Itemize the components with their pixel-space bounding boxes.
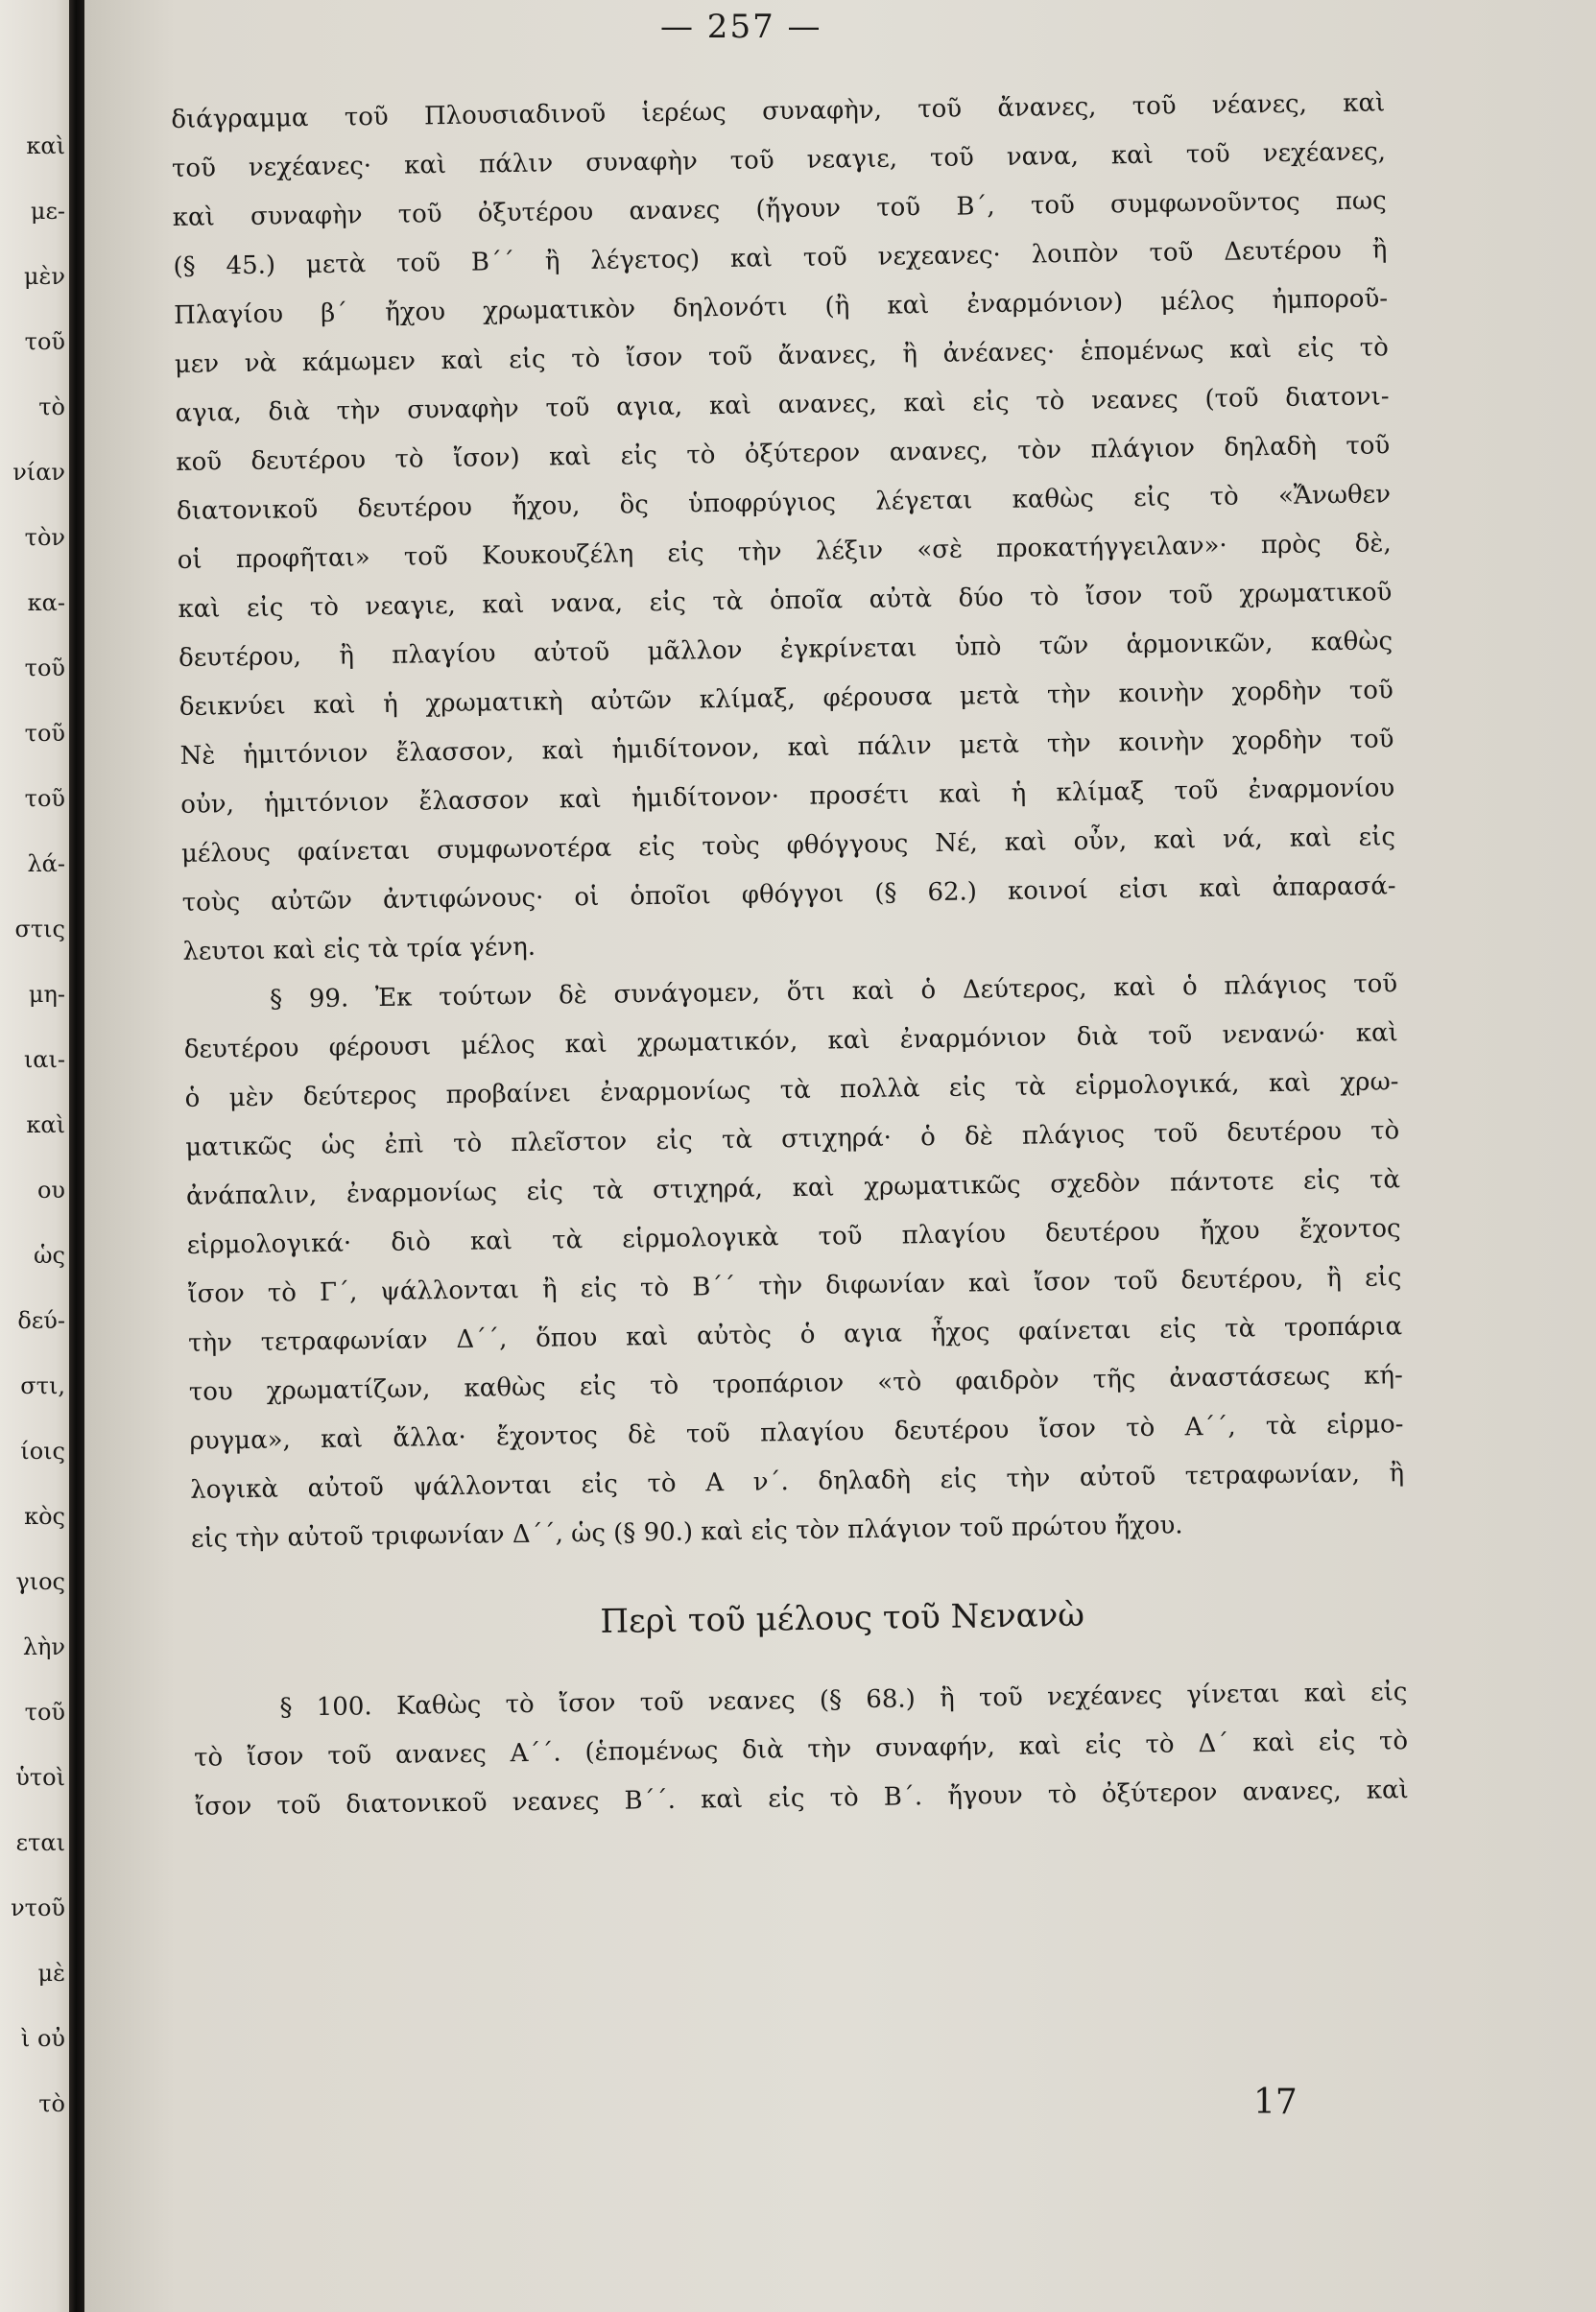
text-line: μεν νὰ κάμωμεν καὶ εἰς τὸ ἴσον τοῦ ἄνανες, ἢ ἀνέανες· ἑπομένως καὶ εἰς τὸ: [174, 333, 1389, 379]
paragraph-98-continuation: [171, 79, 1397, 977]
text-line: ἴσον τὸ Γ΄, ψάλλονται ἢ εἰς τὸ Β΄΄ τὴν διφωνίαν καὶ ἴσον τοῦ δευτέρου, ἢ εἰς: [187, 1263, 1402, 1309]
margin-fragment: γιος: [15, 1568, 65, 1595]
margin-fragment: κὸς: [24, 1503, 65, 1530]
text-line: δευτέρου, ἢ πλαγίου αὐτοῦ μᾶλλον ἐγκρίνεται ὑπὸ τῶν ἁρμονικῶν, καθὼς: [178, 627, 1394, 673]
margin-fragment: ιαι-: [23, 1046, 65, 1073]
margin-fragment: τοῦ: [24, 720, 65, 747]
text-line: οὐν, ἡμιτόνιον ἔλασσον καὶ ἡμιδίτονον· προσέτι καὶ ἡ κλίμαξ τοῦ ἐναρμονίου: [180, 774, 1395, 820]
text-line: καὶ συναφὴν τοῦ ὀξυτέρου ανανες (ἤγουν τοῦ Β΄, τοῦ συμφωνοῦντος πως: [172, 186, 1387, 232]
text-line: Πλαγίου β΄ ἤχου χρωματικὸν δηλονότι (ἢ καὶ ἐναρμόνιον) μέλος ἠμποροῦ-: [173, 284, 1389, 330]
text-line: ἴσον τοῦ διατονικοῦ νεανες Β΄΄. καὶ εἰς τὸ Β΄. ἤγουν τὸ ὀξύτερον ανανες, καὶ: [194, 1776, 1409, 1822]
margin-fragment: κα-: [27, 589, 65, 616]
text-line: τοῦ νεχέανες· καὶ πάλιν συναφὴν τοῦ νεαγιε, τοῦ νανα, καὶ τοῦ νεχέανες,: [171, 137, 1387, 183]
margin-fragment: ντοῦ: [11, 1895, 65, 1921]
text-line: τὴν τετραφωνίαν Δ΄΄, ὅπου καὶ αὐτὸς ὁ αγια ἦχος φαίνεται εἰς τὰ τροπάρια: [187, 1312, 1403, 1358]
margin-fragment: καὶ: [26, 132, 65, 159]
margin-fragment: μὲ: [37, 1960, 65, 1987]
text-line: ὁ μὲν δεύτερος προβαίνει ἐναρμονίως τὰ πολλὰ εἰς τὰ εἱρμολογικά, καὶ χρω-: [184, 1067, 1399, 1113]
text-line: ρυγμα», καὶ ἄλλα· ἔχοντος δὲ τοῦ πλαγίου δευτέρου ἴσον τὸ Α΄΄, τὰ εἱρμο-: [189, 1410, 1404, 1456]
text-line: κοῦ δευτέρου τὸ ἴσον) καὶ εἰς τὸ ὀξύτερον ανανες, τὸν πλάγιον δηλαδὴ τοῦ: [176, 431, 1391, 477]
text-line: λογικὰ αὐτοῦ ψάλλονται εἰς τὸ Α ν΄. δηλαδὴ εἰς τὴν αὐτοῦ τετραφωνίαν, ἢ: [190, 1459, 1405, 1505]
margin-fragment: τοῦ: [24, 785, 65, 812]
margin-fragment: τὸν: [24, 524, 65, 551]
margin-fragment: καὶ: [26, 1111, 65, 1138]
margin-fragment: στι,: [20, 1372, 65, 1399]
text-line: του χρωματίζων, καθὼς εἰς τὸ τροπάριον «τὸ φαιδρὸν τῆς ἀναστάσεως κή-: [188, 1361, 1403, 1407]
margin-fragment: τὸ: [38, 393, 65, 420]
signature-mark: 17: [1253, 2083, 1298, 2122]
margin-fragment: εται: [15, 1829, 65, 1856]
margin-fragment: ὡς: [33, 1242, 65, 1269]
text-line: εἰς τὴν αὐτοῦ τριφωνίαν Δ΄΄, ὡς (§ 90.) καὶ εἰς τὸν πλάγιον τοῦ πρώτου ἤχου.: [190, 1511, 1183, 1554]
margin-fragment: ὶ οὐ: [20, 2025, 65, 2052]
text-line: διατονικοῦ δευτέρου ἤχου, ὃς ὑποφρύγιος λέγεται καθὼς εἰς τὸ «Ἄνωθεν: [176, 480, 1392, 526]
margin-fragment: τοῦ: [24, 1699, 65, 1726]
text-line: εἱρμολογικά· διὸ καὶ τὰ εἱρμολογικὰ τοῦ πλαγίου δευτέρου ἤχου ἔχοντος: [186, 1214, 1401, 1260]
margin-fragment: δεύ-: [17, 1307, 65, 1334]
margin-fragment: νίαν: [12, 459, 65, 486]
section-heading: Περὶ τοῦ μέλους τοῦ Νενανὼ: [600, 1595, 1085, 1641]
text-line: δεικνύει καὶ ἡ χρωματικὴ αὐτῶν κλίμαξ, φέρουσα μετὰ τὴν κοινὴν χορδὴν τοῦ: [179, 676, 1394, 722]
margin-fragment: ὑτοὶ: [15, 1764, 65, 1791]
body-text: [171, 79, 1409, 1831]
text-line: ἀνάπαλιν, ἐναρμονίως εἰς τὰ στιχηρά, καὶ χρωματικῶς σχεδὸν πάντοτε εἰς τὰ: [185, 1165, 1401, 1211]
text-line: οἱ προφῆται» τοῦ Κουκουζέλη εἰς τὴν λέξιν «σὲ προκατήγγειλαν»· πρὸς δὲ,: [177, 529, 1392, 575]
text-line: § 100. Καθὼς τὸ ἴσον τοῦ νεανες (§ 68.) ἢ τοῦ νεχέανες γίνεται καὶ εἰς: [279, 1678, 1408, 1723]
margin-fragment: με-: [30, 198, 65, 225]
text-line: (§ 45.) μετὰ τοῦ Β΄΄ ἢ λέγετος) καὶ τοῦ νεχεανες· λοιπὸν τοῦ Δευτέρου ἢ: [173, 235, 1388, 281]
text-line: τὸ ἴσον τοῦ ανανες Α΄΄. (ἑπομένως διὰ τὴν συναφήν, καὶ εἰς τὸ Δ΄ καὶ εἰς τὸ: [193, 1727, 1409, 1773]
page: [84, 0, 1596, 2312]
text-line: μέλους φαίνεται συμφωνοτέρα εἰς τοὺς φθόγγους Νέ, καὶ οὖν, καὶ νά, καὶ εἰς: [180, 822, 1396, 869]
paragraph-100: [193, 1668, 1409, 1832]
margin-fragment: τὸ: [38, 2090, 65, 2117]
page-number: — 257 —: [660, 8, 822, 46]
text-line: ματικῶς ὡς ἐπὶ τὸ πλεῖστον εἰς τὰ στιχηρά· ὁ δὲ πλάγιος τοῦ δευτέρου τὸ: [185, 1116, 1400, 1162]
margin-fragment: ίοις: [20, 1438, 65, 1465]
text-line: διάγραμμα τοῦ Πλουσιαδινοῦ ἱερέως συναφὴν, τοῦ ἄνανες, τοῦ νέανες, καὶ: [171, 88, 1386, 134]
margin-fragment: λὴν: [22, 1633, 65, 1660]
margin-fragment: στις: [14, 916, 65, 942]
text-line: αγια, διὰ τὴν συναφὴν τοῦ αγια, καὶ ανανες, καὶ εἰς τὸ νεανες (τοῦ διατονι-: [175, 382, 1390, 428]
text-line: Νὲ ἡμιτόνιον ἔλασσον, καὶ ἡμιδίτονον, καὶ πάλιν μετὰ τὴν κοινὴν χορδὴν τοῦ: [179, 725, 1394, 771]
text-line: δευτέρου φέρουσι μέλος καὶ χρωματικόν, καὶ ἐναρμόνιον διὰ τοῦ νενανώ· καὶ: [183, 1018, 1398, 1064]
margin-fragment: μη-: [28, 981, 65, 1008]
text-line: λευτοι καὶ εἰς τὰ τρία γένη.: [182, 932, 536, 966]
margin-fragment: τοῦ: [24, 328, 65, 355]
margin-fragment: λά-: [27, 850, 65, 877]
margin-fragment: τοῦ: [24, 655, 65, 681]
facing-page-margin: [0, 0, 69, 2312]
margin-fragment: ου: [36, 1177, 65, 1204]
text-line: καὶ εἰς τὸ νεαγιε, καὶ νανα, εἰς τὰ ὁποῖα αὐτὰ δύο τὸ ἴσον τοῦ χρωματικοῦ: [178, 578, 1393, 624]
paragraph-99: [183, 960, 1405, 1564]
book-gutter: [69, 0, 84, 2312]
text-line: τοὺς αὐτῶν ἀντιφώνους· οἱ ὁποῖοι φθόγγοι (§ 62.) κοινοί εἰσι καὶ ἀπαρασά-: [181, 871, 1396, 918]
text-line: § 99. Ἐκ τούτων δὲ συνάγομεν, ὅτι καὶ ὁ Δεύτερος, καὶ ὁ πλάγιος τοῦ: [269, 969, 1398, 1014]
margin-fragment: μὲν: [23, 263, 65, 290]
